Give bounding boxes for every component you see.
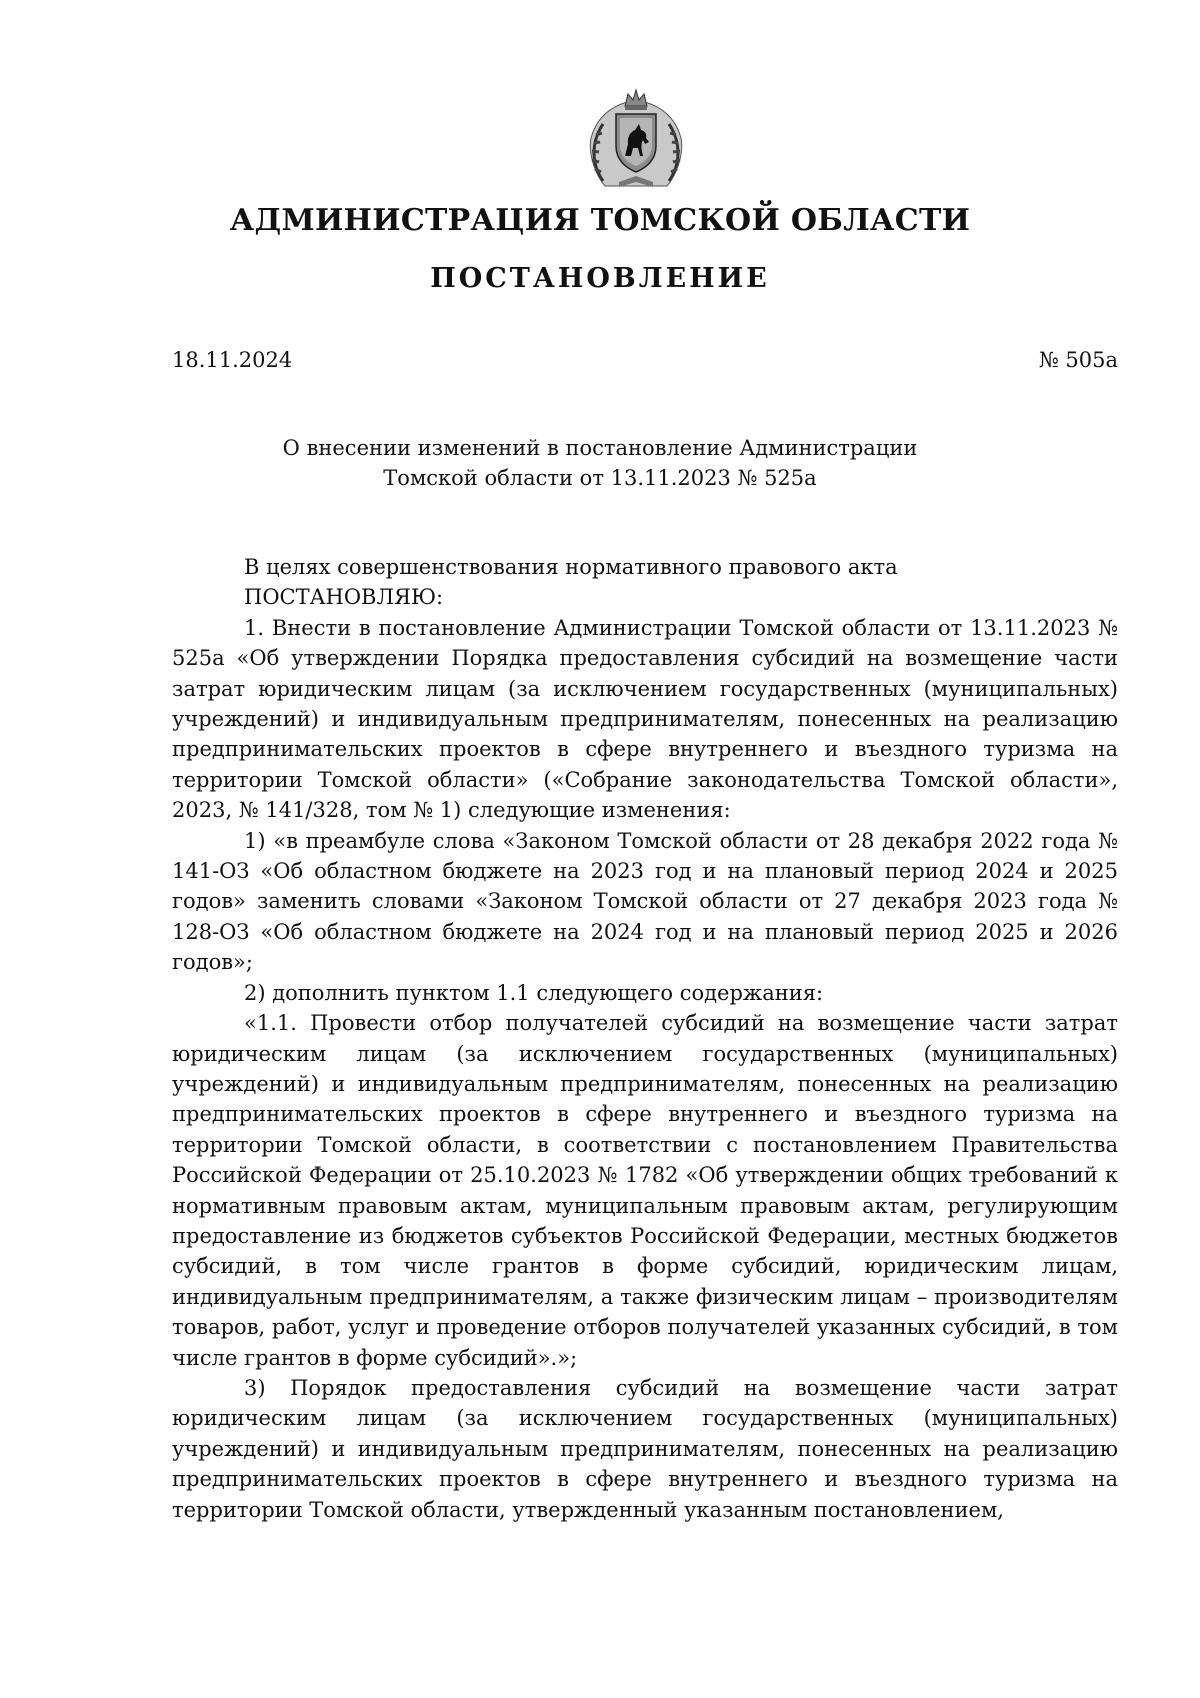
coat-of-arms-emblem [583,86,689,192]
document-type-title: ПОСТАНОВЛЕНИЕ [430,263,770,294]
document-date: 18.11.2024 [172,348,293,372]
subject-line-2: Томской области от 13.11.2023 № 525а [383,466,817,490]
subitem-2-paragraph: 2) дополнить пунктом 1.1 следующего содержания: [244,980,824,1005]
document-body [172,552,1118,1525]
document-subject [0,433,1200,493]
subitem-2-text-paragraph: «1.1. Провести отбор получателей субсидий на возмещение части затрат юридическим лицам (за исключением государственных (муниципальных) учреждений) и индивидуальным предпринимателям, понесенных на реализацию предпринимательских проектов в сфере внутреннего и въездного туризма на территории Томской области, в соответствии с постановлением Правительства Российской Федерации от 25.10.2023 № 1782 «Об утверждении общих требований к нормативным правовым актам, муниципальным правовым актам, регулирующим предоставление из бюджетов субъектов Российской Федерации, местных бюджетов субсидий, в том числе грантов в форме субсидий, юридическим лицам, индивидуальным предпринимателям, а также физическим лицам – производителям товаров, работ, услуг и проведение отборов получателей указанных субсидий, в том числе грантов в форме субсидий».»; [172,1011,1118,1370]
document-number: № 505а [1038,348,1118,372]
preamble-paragraph: В целях совершенствования нормативного правового акта [244,555,898,579]
subject-line-1: О внесении изменений в постановление Администрации [282,436,918,460]
subitem-3-paragraph: 3) Порядок предоставления субсидий на возмещение части затрат юридическим лицам (за исключением государственных (муниципальных) учреждений) и индивидуальным предпринимателям, понесенных на реализацию предпринимательских проектов в сфере внутреннего и въездного туризма на территории Томской области, утвержденный указанным постановлением, [172,1375,1118,1522]
subitem-1-paragraph: 1) «в преамбуле слова «Законом Томской области от 28 декабря 2022 года № 141-ОЗ «Об областном бюджете на 2023 год и на плановый период 2024 и 2025 годов» заменить словами «Законом Томской области от 27 декабря 2023 года № 128-ОЗ «Об областном бюджете на 2024 год и на плановый период 2025 и 2026 годов»; [172,828,1118,975]
item-1-paragraph: 1. Внести в постановление Администрации Томской области от 13.11.2023 № 525а «Об утверждении Порядка предоставления субсидий на возмещение части затрат юридическим лицам (за исключением государственных (муниципальных) учреждений) и индивидуальным предпринимателям, понесенных на реализацию предпринимательских проектов в сфере внутреннего и въездного туризма на территории Томской области» («Собрание законодательства Томской области», 2023, № 141/328, том № 1) следующие изменения: [172,615,1118,823]
organization-title: АДМИНИСТРАЦИЯ ТОМСКОЙ ОБЛАСТИ [229,203,971,238]
decree-word: ПОСТАНОВЛЯЮ: [244,585,444,610]
